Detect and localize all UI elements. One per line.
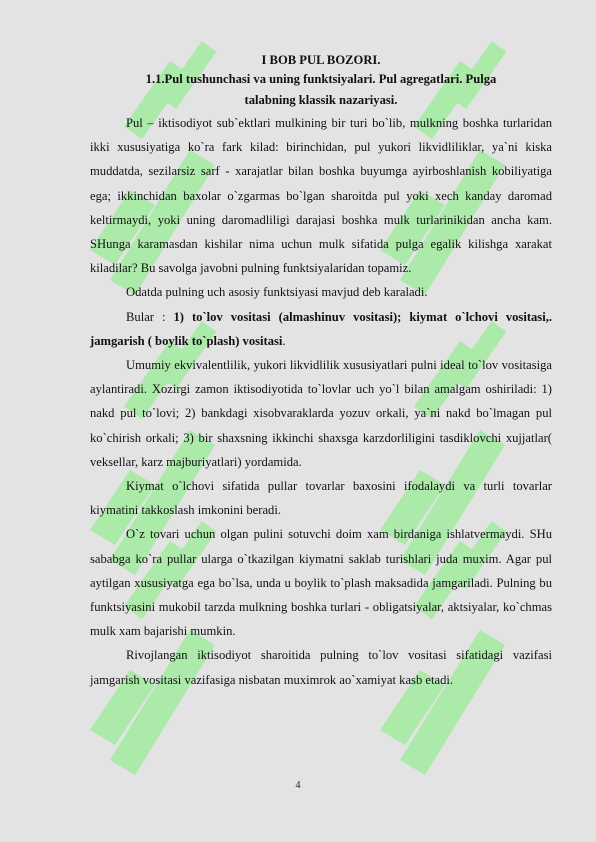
paragraph-3-bold: 1) to`lov vositasi (almashinuv vositasi); kiymat o`lchovi vositasi,. jamgarish ( boylik to`plash) vositasi (90, 309, 553, 348)
paragraph-2: Odatda pulning uch asosiy funktsiyasi mavjud deb karaladi. (126, 285, 428, 300)
paragraph-7: Rivojlangan iktisodiyot sharoitida pulning to`lov vositasi sifatidagi vazifasi jamgarish vositasi vazifasiga nisbatan muximrok ao`xamiyat kasb etadi. (90, 648, 552, 687)
document-body (90, 52, 552, 692)
paragraph-3 (90, 305, 552, 353)
page-number: 4 (295, 780, 301, 791)
paragraph-5: Kiymat o`lchovi sifatida pullar tovarlar baxosini ifodalaydi va turli tovarlar kiymatini takkoslash imkonini beradi. (90, 479, 552, 518)
section-title-line1: 1.1.Pul tushunchasi va uning funktsiyalari. Pul agregatlari. Pulga (145, 72, 497, 86)
paragraph-3-prefix: Bular : (126, 309, 174, 324)
paragraph-4: Umumiy ekvivalentlilik, yukori likvidlilik xususiyatlari pulni ideal to`lov vositasiga aylantiradi. Xozirgi zamon iktisodiyotida to`lovlar uch yo`l bilan amalgam oshiriladi: 1) nakd pul to`lovi; 2) bankdagi xisobvaraklarda yozuv orkali, ya`ni nakd bo`lmagan pul ko`chirish orkali; 3) bir shaxsning ikkinchi shaxsga karzdorliligini tasdiklovchi xujjatlar( veksellar, karz majburiyatlari) yordamida. (90, 358, 552, 469)
paragraph-1: Pul – iktisodiyot sub`ektlari mulkining bir turi bo`lib, mulkning boshka turlaridan ikki xususiyatiga ko`ra fark kilad: birinchidan, pul yukori likvidliliklar, ya`ni kiska muddatda, sezilarsiz sarf - xarajatlar bilan boshka buyumga ayirboshlanish kobiliyatiga ega; ikkinchidan baxolar o`zgarmas bo`lgan sharoitda pul yoki xech kanday daromad keltirmaydi, yoki uning daromadliligi darajasi boshka mulk turlarinikidan ancha kam. SHunga karamasdan kishilar nima uchun mulk sifatida pulga egalik kilishga xarakat kiladilar? Bu savolga javobni pulning funktsiyalaridan topamiz. (90, 116, 552, 276)
section-title-line2: talabning klassik nazariyasi. (244, 93, 398, 107)
paragraph-6: O`z tovari uchun olgan pulini sotuvchi doim xam birdaniga ishlatvermaydi. SHu sababga ko`ra pullar ularga o`tkazilgan kiymatni saklab turishlari juda muxim. Agar pul aytilgan xususiyatga ega bo`lsa, unda u boylik to`plash maksadida jamgariladi. Pulning bu funktsiyasini mukobil tarzda mulkning boshka turlari - obligatsiyalar, aktsiyalar, ko`chmas mulk xam bajarishi mumkin. (90, 527, 552, 639)
section-title (90, 69, 552, 111)
chapter-title: I BOB PUL BOZORI. (261, 53, 381, 67)
paragraph-3-suffix: . (282, 333, 286, 348)
